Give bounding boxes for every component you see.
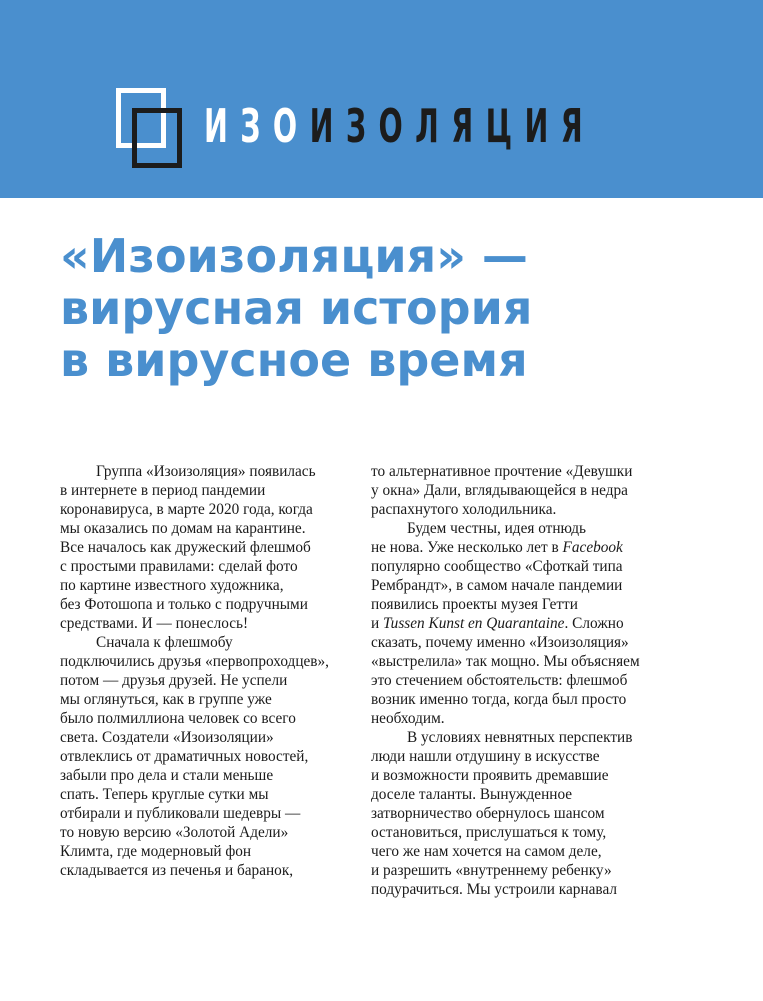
article-column-right [371,462,671,899]
text-line: у окна» Дали, вглядывающейся в недра [371,482,628,499]
text-line: потом — друзья друзей. Не успели [60,672,288,689]
text-line: Все началось как дружеский флешмоб [60,539,311,556]
text-line: В условиях невнятных перспектив [407,729,633,746]
text-line: сказать, почему именно «Изоизоляция» [371,634,629,651]
text-line: было полмиллиона человек со всего [60,710,296,727]
text-line: подурачиться. Мы устроили карнавал [371,881,617,898]
text-fragment: не нова. Уже несколько лет в [371,539,563,556]
text-line: популярно сообщество «Сфоткай типа [371,558,623,575]
text-line [371,614,671,633]
dark-frame-shape [132,108,182,168]
text-line: спать. Теперь круглые сутки мы [60,786,269,803]
text-line: затворничество обернулось шансом [371,805,605,822]
brand-title-part-izolyatsiya: ИЗОЛЯЦИЯ [309,99,596,153]
text-line: мы оказались по домам на карантине. [60,520,306,537]
text-line: мы оглянуться, как в группе уже [60,691,272,708]
text-line: «выстрелила» так мощно. Мы объясняем [371,653,640,670]
text-line: без Фотошопа и только с подручными [60,596,308,613]
text-line: то новую версию «Золотой Адели» [60,824,289,841]
text-line: и возможности проявить дремавшие [371,767,609,784]
text-line: возник именно тогда, когда был просто [371,691,627,708]
text-line: коронавируса, в марте 2020 года, когда [60,501,313,518]
text-line: отбирали и публиковали шедевры — [60,805,301,822]
text-line: в интернете в период пандемии [60,482,266,499]
text-line: распахнутого холодильника. [371,501,557,518]
brand-title [204,96,595,156]
text-line: Сначала к флешмобу [96,634,233,651]
brand-title-part-izo: ИЗО [204,99,310,153]
italic-term: Facebook [562,539,623,556]
text-line: люди нашли отдушину в искусстве [371,748,600,765]
text-line: появились проекты музея Гетти [371,596,578,613]
text-line: складывается из печенья и баранок, [60,862,294,879]
text-line: чего же нам хочется на самом деле, [371,843,602,860]
text-line: подключились друзья «первопроходцев», [60,653,330,670]
text-line: и разрешить «внутреннему ребенку» [371,862,612,879]
text-line [371,538,671,557]
header-banner [0,0,763,198]
text-line: Рембрандт», в самом начале пандемии [371,577,623,594]
text-line: доселе таланты. Вынужденное [371,786,573,803]
text-line: забыли про дела и стали меньше [60,767,274,784]
text-line: по картине известного художника, [60,577,284,594]
text-fragment: и [371,615,384,632]
text-line: с простыми правилами: сделай фото [60,558,298,575]
text-line: это стечением обстоятельств: флешмоб [371,672,628,689]
italic-term: Tussen Kunst en Quarantaine [383,615,565,632]
headline-line: в вирусное время [60,333,528,387]
text-line: необходим. [371,710,445,727]
text-line: остановиться, прислушаться к тому, [371,824,607,841]
frames-logo-icon [116,88,186,174]
text-line: то альтернативное прочтение «Девушки [371,463,633,480]
text-fragment: . Сложно [564,615,624,632]
headline-line: «Изоизоляция» — [60,229,528,283]
article-column-left [60,462,360,880]
text-line: Группа «Изоизоляция» появилась [96,463,316,480]
text-line: отвлеклись от драматичных новостей, [60,748,309,765]
article-headline [60,230,740,386]
text-line: света. Создатели «Изоизоляции» [60,729,274,746]
text-line: Климта, где модерновый фон [60,843,252,860]
text-line: Будем честны, идея отнюдь [407,520,586,537]
headline-line: вирусная история [60,281,533,335]
text-line: средствами. И — понеслось! [60,615,249,632]
